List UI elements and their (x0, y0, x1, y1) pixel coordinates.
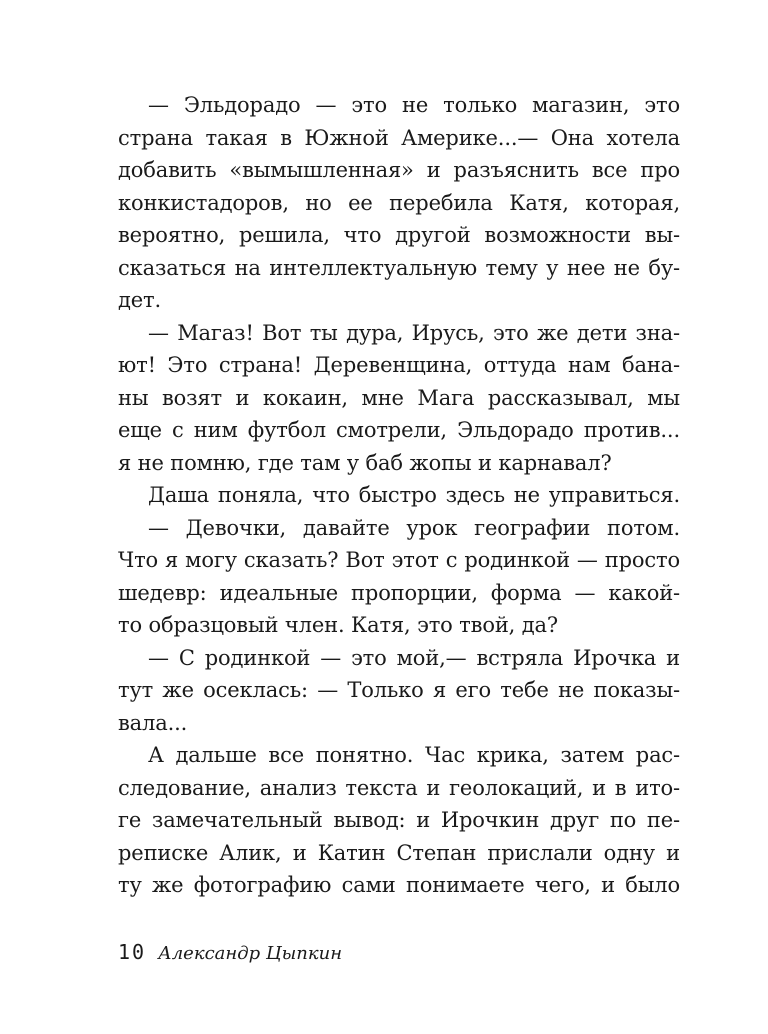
text-line: дет. (118, 288, 162, 312)
text-line: следование, анализ текста и геолокаций, и в ито- (118, 775, 680, 800)
text-line: вероятно, решила, что другой возможности вы- (118, 223, 680, 247)
text-line: — С родинкой — это мой,— встряла Ирочка и (148, 645, 680, 670)
text-line: добавить «вымышленная» и разъяснить все про (118, 158, 680, 182)
text-line: ге замечательный вывод: и Ирочкин друг по пе- (118, 808, 680, 832)
text-line: — Девочки, давайте урок географии потом. (148, 515, 680, 540)
text-line: сказаться на интеллектуальную тему у нее не бу- (118, 255, 680, 280)
text-line: конкистадоров, но ее перебила Катя, которая, (118, 190, 680, 215)
text-line: реписке Алик, и Катин Степан прислали одну и (118, 840, 680, 865)
body-text (118, 89, 680, 902)
text-line: — Эльдорадо — это не только магазин, это (148, 93, 680, 117)
page-number: 10 (118, 940, 147, 964)
text-line: ту же фотографию сами понимаете чего, и было (118, 873, 680, 897)
text-line: я не помню, где там у баб жопы и карнавал? (118, 450, 612, 475)
text-line: тут же осеклась: — Только я его тебе не показы- (118, 678, 680, 702)
text-line: вала... (118, 710, 188, 735)
text-line: А дальше все понятно. Час крика, затем рас- (148, 743, 680, 767)
text-line: еще с ним футбол смотрели, Эльдорадо против... (118, 418, 680, 442)
text-line: то образцовый член. Катя, это твой, да? (118, 613, 558, 637)
text-line: Что я могу сказать? Вот этот с родинкой — просто (118, 548, 680, 572)
running-head: Александр Цыпкин (158, 943, 343, 964)
text-line: ют! Это страна! Деревенщина, оттуда нам бана- (118, 353, 680, 377)
text-line: страна такая в Южной Америке...— Она хотела (118, 125, 680, 150)
text-line: Даша поняла, что быстро здесь не управиться. (148, 483, 680, 507)
text-line: шедевр: идеальные пропорции, форма — какой- (118, 580, 680, 605)
page-footer (118, 938, 342, 966)
text-line: ны возят и кокаин, мне Мага рассказывал, мы (118, 385, 680, 410)
text-line: — Магаз! Вот ты дура, Ирусь, это же дети зна- (148, 320, 680, 345)
